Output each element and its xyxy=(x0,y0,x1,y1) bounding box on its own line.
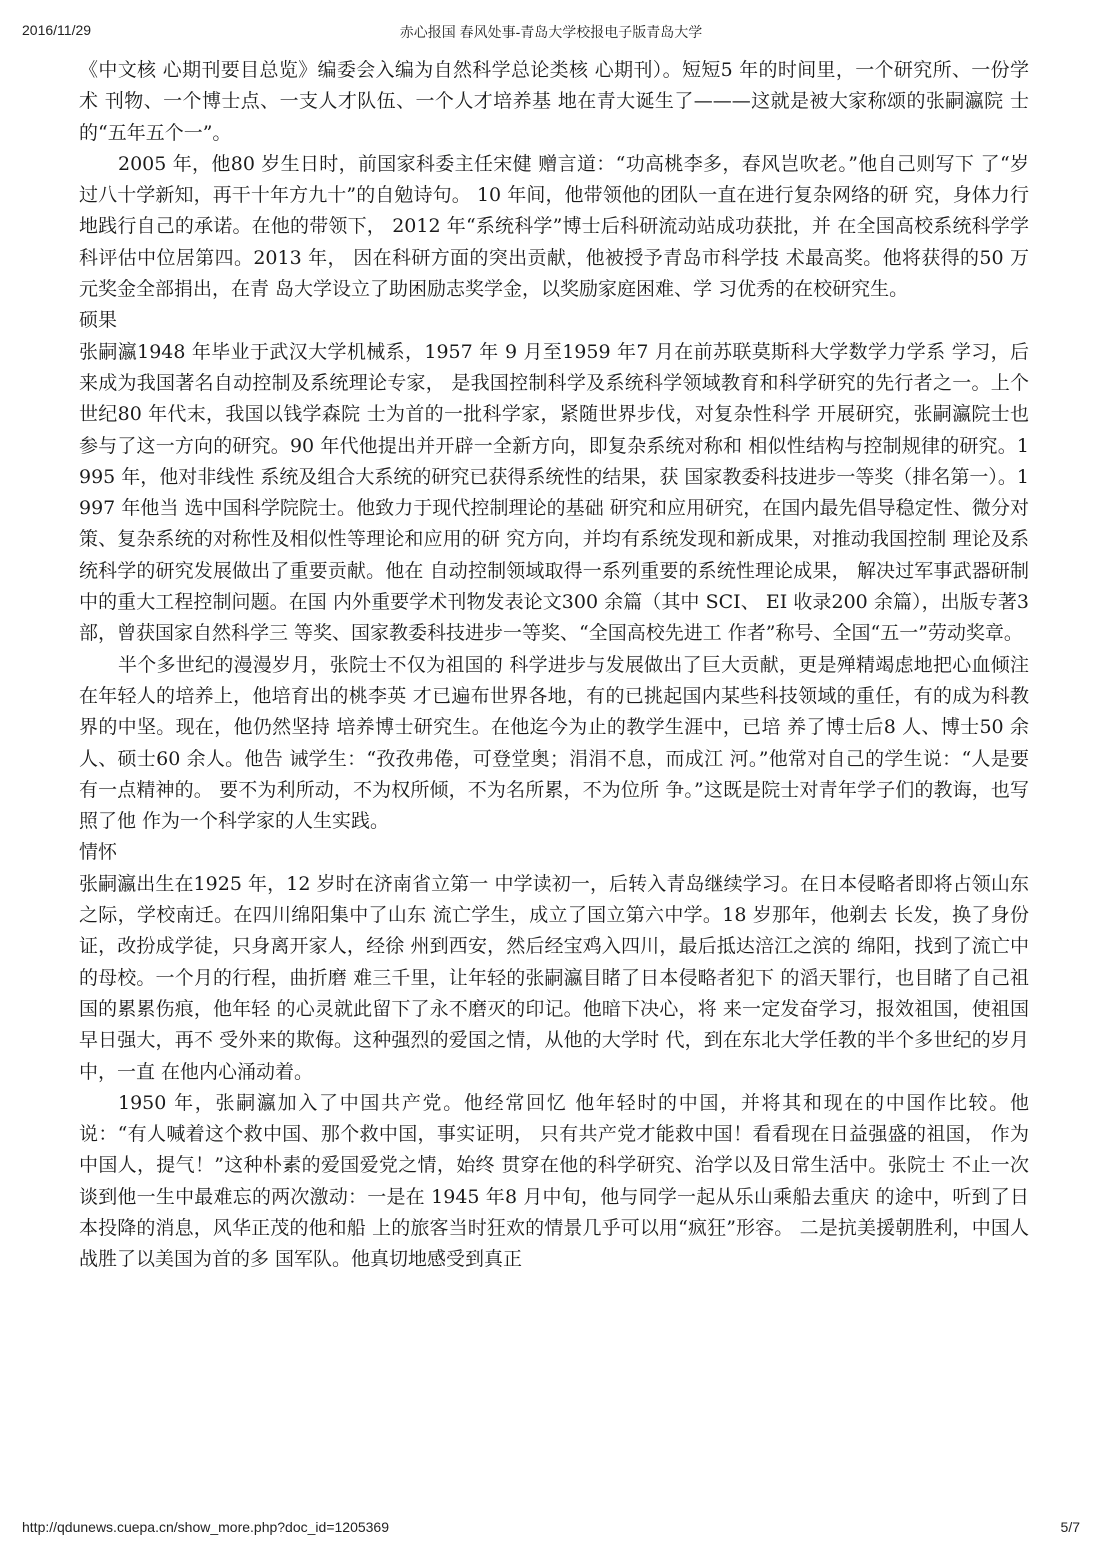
page-header xyxy=(22,22,1080,44)
page-title: 赤心报国 春风处事-青岛大学校报电子版青岛大学 xyxy=(399,24,703,40)
page-number: 5/7 xyxy=(1060,1519,1080,1535)
paragraph-2005: 2005 年，他80 岁生日时，前国家科委主任宋健 赠言道：“功高桃李多，春风岂吹老。”他自己则写下 了“岁过八十学新知，再干十年方九十”的自勉诗句。 10 年间，他带领他的团队一直在进行复杂网络的研 究，身体力行地践行自己的承诺。在他的带领下， 2012 年“系统科学”博士后科研流动站成功获批，并 在全国高校系统科学学科评估中位居第四。2013 年， 因在科研方面的突出贡献，他被授予青岛市科学技 术最高奖。他将获得的50 万元奖金全部捐出，在青 岛大学设立了助困励志奖学金，以奖励家庭困难、学 习优秀的在校研究生。 xyxy=(79,152,1029,301)
paragraph-intro-continued: 《中文核 心期刊要目总览》编委会入编为自然科学总论类核 心期刊）。短短5 年的时间里，一个研究所、一份学术 刊物、一个博士点、一支人才队伍、一个人才培养基 地在青大诞生了———这就是被大家称颂的张嗣瀛院 士的“五年五个一”。 xyxy=(79,59,1029,144)
paragraph-youth: 张嗣瀛出生在1925 年，12 岁时在济南省立第一 中学读初一，后转入青岛继续学习。在日本侵略者即将占领山东之际，学校南迁。在四川绵阳集中了山东 流亡学生，成立了国立第六中学。18 岁那年，他剃去 长发，换了身份证，改扮成学徒，只身离开家人，经徐 州到西安，然后经宝鸡入四川，最后抵达涪江之滨的 绵阳，找到了流亡中的母校。一个月的行程，曲折磨 难三千里，让年轻的张嗣瀛目睹了日本侵略者犯下 的滔天罪行，也目睹了自己祖国的累累伤痕，他年轻 的心灵就此留下了永不磨灭的印记。他暗下决心，将 来一定发奋学习，报效祖国，使祖国早日强大，再不 受外来的欺侮。这种强烈的爱国之情，从他的大学时 代，到在东北大学任教的半个多世纪的岁月中，一直 在他内心涌动着。 xyxy=(79,872,1029,1083)
page-footer xyxy=(22,1519,1080,1541)
source-url: http://qdunews.cuepa.cn/show_more.php?doc_id=1205369 xyxy=(22,1519,389,1535)
section-heading-achievements: 硕果 xyxy=(79,309,118,332)
paragraph-teaching: 半个多世纪的漫漫岁月，张院士不仅为祖国的 科学进步与发展做出了巨大贡献，更是殚精竭虑地把心血倾注在年轻人的培养上，他培育出的桃李英 才已遍布世界各地，有的已挑起国内某些科技领域的重任，有的成为科教界的中坚。现在，他仍然坚持 培养博士研究生。在他迄今为止的教学生涯中，已培 养了博士后8 人、博士50 余人、硕士60 余人。他告 诫学生：“孜孜弗倦，可登堂奥；涓涓不息，而成江 河。”他常对自己的学生说：“人是要有一点精神的。 要不为利所动，不为权所倾，不为名所累，不为位所 争。”这既是院士对青年学子们的教诲，也写照了他 作为一个科学家的人生实践。 xyxy=(79,653,1029,833)
section-heading-sentiment: 情怀 xyxy=(79,841,118,864)
paragraph-1950: 1950 年，张嗣瀛加入了中国共产党。他经常回忆 他年轻时的中国，并将其和现在的中国作比较。他 说：“有人喊着这个救中国、那个救中国，事实证明， 只有共产党才能救中国！看看现在日益强盛的祖国， 作为中国人，提气！”这种朴素的爱国爱党之情，始终 贯穿在他的科学研究、治学以及日常生活中。张院士 不止一次谈到他一生中最难忘的两次激动：一是在 1945 年8 月中旬，他与同学一起从乐山乘船去重庆 的途中，听到了日本投降的消息，风华正茂的他和船 上的旅客当时狂欢的情景几乎可以用“疯狂”形容。 二是抗美援朝胜利，中国人战胜了以美国为首的多 国军队。他真切地感受到真正 xyxy=(79,1091,1029,1271)
article-body xyxy=(79,55,1029,1276)
print-date: 2016/11/29 xyxy=(22,22,92,38)
paragraph-career: 张嗣瀛1948 年毕业于武汉大学机械系，1957 年 9 月至1959 年7 月在前苏联莫斯科大学数学力学系 学习，后来成为我国著名自动控制及系统理论专家， 是我国控制科学及系统科学领域教育和科学研究的先行者之一。上个世纪80 年代末，我国以钱学森院 士为首的一批科学家，紧随世界步伐，对复杂性科学 开展研究，张嗣瀛院士也参与了这一方向的研究。90 年代他提出并开辟一全新方向，即复杂系统对称和 相似性结构与控制规律的研究。1995 年，他对非线性 系统及组合大系统的研究已获得系统性的结果，获 国家教委科技进步一等奖（排名第一）。1997 年他当 选中国科学院院士。他致力于现代控制理论的基础 研究和应用研究，在国内最先倡导稳定性、微分对 策、复杂系统的对称性及相似性等理论和应用的研 究方向，并均有系统发现和新成果，对推动我国控制 理论及系统科学的研究发展做出了重要贡献。他在 自动控制领域取得一系列重要的系统性理论成果， 解决过军事武器研制中的重大工程控制问题。在国 内外重要学术刊物发表论文300 余篇（其中 SCI、 EI 收录200 余篇），出版专著3 部，曾获国家自然科学三 等奖、国家教委科技进步一等奖、“全国高校先进工 作者”称号、全国“五一”劳动奖章。 xyxy=(79,340,1029,645)
